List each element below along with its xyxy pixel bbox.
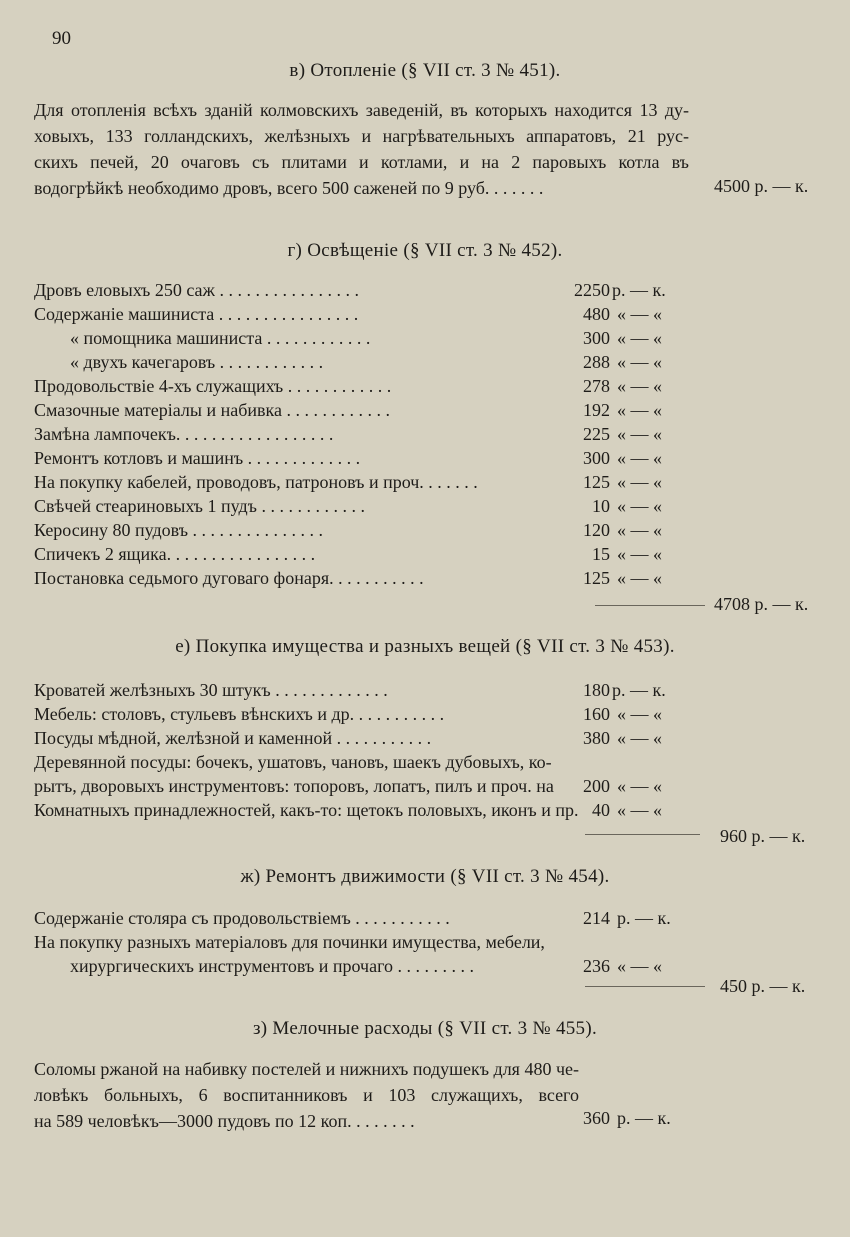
- item-suffix: « — «: [617, 496, 662, 516]
- lighting-row: [34, 352, 710, 376]
- repair-row: [34, 932, 710, 956]
- property-row: [34, 752, 710, 776]
- item-label: Кроватей желѣзныхъ 30 штукъ . . . . . . . . . . . . .: [34, 680, 388, 700]
- item-label: Смазочные матеріалы и набивка . . . . . . . . . . . .: [34, 400, 390, 420]
- item-amount: 236: [583, 956, 610, 976]
- lighting-row: [34, 280, 710, 304]
- item-amount: 278: [583, 376, 610, 396]
- petty-line: ловѣкъ больныхъ, 6 воспитанниковъ и 103 служащихъ, всего: [34, 1085, 579, 1105]
- heating-line: Для отопленія всѣхъ зданій колмовскихъ заведеній, въ которыхъ находится 13 ду-: [34, 100, 689, 120]
- heating-paragraph: [34, 97, 689, 201]
- item-suffix: « — «: [617, 376, 662, 396]
- item-amount: 200: [583, 776, 610, 796]
- lighting-row: [34, 400, 710, 424]
- item-label: На покупку кабелей, проводовъ, патроновъ и проч. . . . . . .: [34, 472, 478, 492]
- lighting-row: [34, 472, 710, 496]
- heating-line: скихъ печей, 20 очаговъ съ плитами и котлами, и на 2 паровыхъ котла въ: [34, 152, 689, 172]
- item-suffix: р. — к.: [612, 280, 666, 300]
- item-label: Комнатныхъ принадлежностей, какъ-то: щетокъ половыхъ, иконъ и пр.: [34, 800, 579, 820]
- item-suffix: « — «: [617, 800, 662, 820]
- lighting-row: [34, 448, 710, 472]
- item-label: рытъ, дворовыхъ инструментовъ: топоровъ, лопатъ, пилъ и проч. на: [34, 776, 554, 796]
- item-label: Деревянной посуды: бочекъ, ушатовъ, чановъ, шаекъ дубовыхъ, ко-: [34, 752, 552, 772]
- item-label: хирургическихъ инструментовъ и прочаго . . . . . . . . .: [70, 956, 475, 976]
- item-suffix: р. — к.: [617, 908, 671, 928]
- item-label: Дровъ еловыхъ 250 саж . . . . . . . . . . . . . . . .: [34, 280, 359, 300]
- item-amount: 10: [592, 496, 610, 516]
- item-label: Свѣчей стеариновыхъ 1 пудъ . . . . . . . . . . . .: [34, 496, 365, 516]
- item-label: Спичекъ 2 ящика. . . . . . . . . . . . . . . . .: [34, 544, 316, 564]
- lighting-row: [34, 568, 710, 592]
- property-heading: е) Покупка имущества и разныхъ вещей (§ VII ст. 3 № 453).: [175, 636, 675, 657]
- item-amount: 192: [583, 400, 610, 420]
- item-amount: 225: [583, 424, 610, 444]
- item-label: Продовольствіе 4-хъ служащихъ . . . . . . . . . . . .: [34, 376, 392, 396]
- page-number: 90: [52, 28, 71, 49]
- item-suffix: « — «: [617, 728, 662, 748]
- item-suffix: « — «: [617, 520, 662, 540]
- heating-line: ховыхъ, 133 голландскихъ, желѣзныхъ и нагрѣвательныхъ аппаратовъ, 21 рус-: [34, 126, 689, 146]
- item-label: Ремонтъ котловъ и машинъ . . . . . . . . . . . . .: [34, 448, 361, 468]
- repair-row: [34, 956, 710, 980]
- lighting-total: 4708 р. — к.: [714, 594, 809, 614]
- item-amount: 214: [583, 908, 610, 928]
- item-suffix: « — «: [617, 304, 662, 324]
- repair-row: [34, 908, 710, 932]
- item-suffix: р. — к.: [612, 680, 666, 700]
- item-amount: 160: [583, 704, 610, 724]
- repair-total: 450 р. — к.: [720, 976, 806, 996]
- item-suffix: « — «: [617, 956, 662, 976]
- lighting-row: [34, 376, 710, 400]
- property-row: [34, 800, 710, 824]
- lighting-heading: г) Освѣщеніе (§ VII ст. 3 № 452).: [287, 240, 563, 261]
- repair-heading: ж) Ремонтъ движимости (§ VII ст. 3 № 454).: [240, 866, 610, 887]
- lighting-row: [34, 544, 710, 568]
- item-label: Содержаніе столяра съ продовольствіемъ . . . . . . . . . . .: [34, 908, 450, 928]
- item-suffix: « — «: [617, 704, 662, 724]
- item-suffix: « — «: [617, 400, 662, 420]
- lighting-row: [34, 496, 710, 520]
- item-suffix: « — «: [617, 352, 662, 372]
- item-amount: 180: [583, 680, 610, 700]
- item-label: Замѣна лампочекъ. . . . . . . . . . . . . . . . . .: [34, 424, 334, 444]
- item-suffix: « — «: [617, 544, 662, 564]
- item-label: Мебель: столовъ, стульевъ вѣнскихъ и др. . . . . . . . . . .: [34, 704, 445, 724]
- item-amount: 125: [583, 568, 610, 588]
- item-suffix: « — «: [617, 472, 662, 492]
- sum-rule: [595, 605, 705, 606]
- item-label: Посуды мѣдной, желѣзной и каменной . . . . . . . . . . .: [34, 728, 432, 748]
- lighting-row: [34, 424, 710, 448]
- item-suffix: « — «: [617, 328, 662, 348]
- heating-line: водогрѣйкѣ необходимо дровъ, всего 500 саженей по 9 руб. . . . . . .: [34, 178, 544, 198]
- lighting-row: [34, 520, 710, 544]
- item-amount: 380: [583, 728, 610, 748]
- item-label: На покупку разныхъ матеріаловъ для починки имущества, мебели,: [34, 932, 545, 952]
- heating-total: 4500 р. — к.: [714, 176, 809, 196]
- item-amount: 300: [583, 448, 610, 468]
- lighting-row: [34, 328, 710, 352]
- petty-line: Соломы ржаной на набивку постелей и нижнихъ подушекъ для 480 че-: [34, 1059, 579, 1079]
- item-label: Постановка седьмого дуговаго фонаря. . . . . . . . . . .: [34, 568, 424, 588]
- item-label: Керосину 80 пудовъ . . . . . . . . . . . . . . .: [34, 520, 324, 540]
- lighting-row: [34, 304, 710, 328]
- property-total: 960 р. — к.: [720, 826, 806, 846]
- property-row: [34, 704, 710, 728]
- item-label: Содержаніе машиниста . . . . . . . . . . . . . . . .: [34, 304, 359, 324]
- item-amount: 480: [583, 304, 610, 324]
- item-amount: 2250: [574, 280, 610, 300]
- property-row: [34, 776, 710, 800]
- item-suffix: « — «: [617, 776, 662, 796]
- item-label: « двухъ качегаровъ . . . . . . . . . . . .: [70, 352, 324, 372]
- item-amount: 120: [583, 520, 610, 540]
- item-amount: 360: [583, 1108, 610, 1128]
- property-row: [34, 680, 710, 704]
- sum-rule: [585, 986, 705, 987]
- petty-line: на 589 человѣкъ—3000 пудовъ по 12 коп. . . . . . . .: [34, 1111, 415, 1131]
- item-suffix: р. — к.: [617, 1108, 671, 1128]
- item-amount: 15: [592, 544, 610, 564]
- sum-rule: [585, 834, 700, 835]
- item-amount: 125: [583, 472, 610, 492]
- property-row: [34, 728, 710, 752]
- item-suffix: « — «: [617, 424, 662, 444]
- item-amount: 300: [583, 328, 610, 348]
- petty-heading: з) Мелочные расходы (§ VII ст. 3 № 455).: [252, 1018, 598, 1039]
- heating-heading: в) Отопленіе (§ VII ст. 3 № 451).: [289, 60, 561, 81]
- item-suffix: « — «: [617, 448, 662, 468]
- item-label: « помощника машиниста . . . . . . . . . . . .: [70, 328, 371, 348]
- item-amount: 288: [583, 352, 610, 372]
- petty-amount-row: [34, 1108, 710, 1132]
- item-amount: 40: [592, 800, 610, 820]
- item-suffix: « — «: [617, 568, 662, 588]
